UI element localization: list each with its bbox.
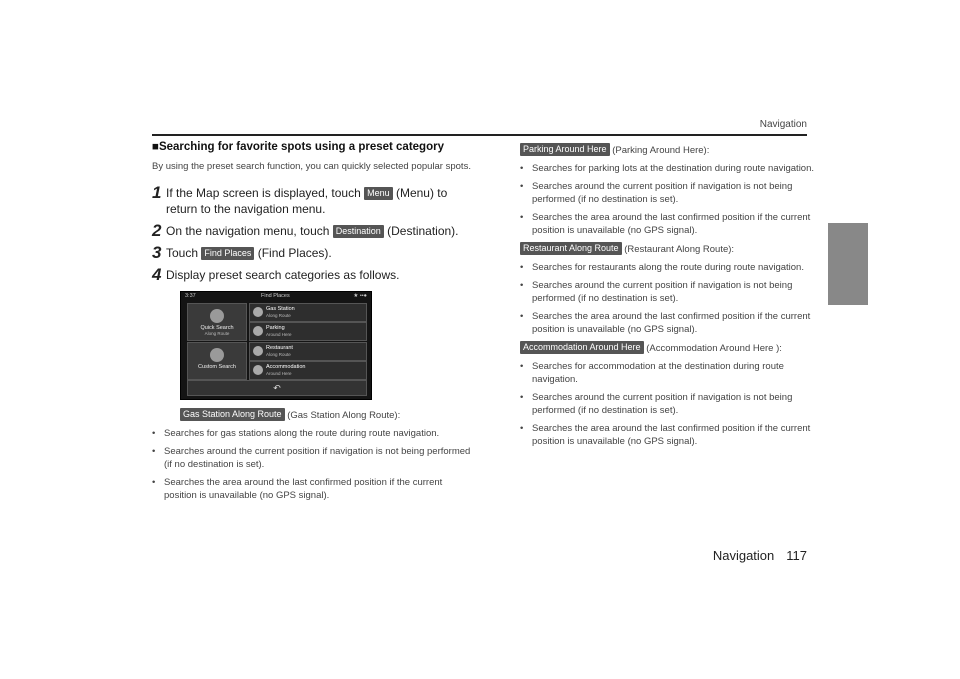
step-1 (152, 185, 472, 217)
back-icon: ↶ (187, 380, 367, 396)
list-item: • Searches the area around the last confirmed position if the current position is unavailable (no GPS signal). (520, 211, 815, 237)
page-footer (713, 548, 807, 563)
step-number: 3 (152, 243, 162, 262)
list-item: • Searches around the current position if navigation is not being performed (if no destination is set). (152, 445, 472, 471)
list-item: • Searches for gas stations along the route during route navigation. (152, 427, 472, 440)
accommodation-bullets (520, 360, 815, 448)
footer-section: Navigation (712, 548, 775, 563)
step-3 (152, 245, 472, 261)
gas-station-button-label: Gas Station Along Route (180, 408, 285, 421)
chapter-tab (828, 223, 868, 305)
step-4 (152, 267, 472, 283)
left-column (152, 141, 472, 507)
list-item: • Searches around the current position if navigation is not being performed (if no destination is set). (520, 391, 815, 417)
search-icon (210, 309, 224, 323)
custom-search-tile (187, 342, 247, 380)
list-item: • Searches for restaurants along the route during route navigation. (520, 261, 815, 274)
menu-button-label: Menu (364, 187, 393, 200)
list-item: • Searches around the current position if navigation is not being performed (if no destination is set). (520, 279, 815, 305)
category-restaurant (520, 242, 815, 255)
step-text-pre: If the Map screen is displayed, touch (166, 186, 365, 200)
section-heading: ■Searching for favorite spots using a preset category (152, 141, 444, 153)
list-item: • Searches around the current position if navigation is not being performed (if no destination is set). (520, 180, 815, 206)
list-item: • Searches for accommodation at the destination during route navigation. (520, 360, 815, 386)
step-text-pre: Touch (166, 246, 202, 260)
item-subtitle: Along Route (266, 352, 291, 357)
screen-status-bar (181, 292, 371, 301)
destination-button-label: Destination (333, 225, 384, 238)
page-number: 117 (786, 548, 807, 563)
category-label: (Accommodation Around Here ): (643, 343, 782, 354)
item-subtitle: Around Here (266, 332, 292, 337)
tile-label: Custom Search (198, 364, 236, 370)
step-number: 4 (152, 265, 162, 284)
step-text-post: (Find Places). (254, 246, 332, 260)
accommodation-icon (253, 365, 263, 375)
gas-station-bullets (152, 427, 472, 502)
parking-item (249, 322, 367, 341)
step-number: 2 (152, 221, 162, 240)
list-item: • Searches the area around the last confirmed position if the current position is unavailable (no GPS signal). (152, 476, 472, 502)
parking-button-label: Parking Around Here (520, 143, 610, 156)
accommodation-button-label: Accommodation Around Here (520, 341, 644, 354)
category-accommodation (520, 341, 815, 354)
step-text (166, 223, 459, 239)
search-icon (210, 348, 224, 362)
list-item: • Searches the area around the last confirmed position if the current position is unavailable (no GPS signal). (520, 422, 815, 448)
right-column (520, 141, 815, 453)
gas-station-item (249, 303, 367, 322)
step-text-post: (Destination). (383, 224, 459, 238)
step-text (166, 245, 332, 261)
step-text: Display preset search categories as follows. (166, 268, 400, 282)
category-parking (520, 143, 815, 156)
quick-search-tile (187, 303, 247, 341)
step-number: 1 (152, 183, 162, 202)
screen-title: Find Places (261, 293, 290, 299)
find-places-screenshot (180, 291, 372, 400)
item-title: Accommodation (266, 364, 306, 370)
screen-status-icons: ★ ••● (353, 293, 367, 299)
find-places-button-label: Find Places (201, 247, 254, 260)
category-label: (Parking Around Here): (609, 145, 710, 156)
list-item: • Searches the area around the last confirmed position if the current position is unavailable (no GPS signal). (520, 310, 815, 336)
gas-station-icon (253, 307, 263, 317)
item-title: Parking (266, 325, 285, 331)
accommodation-item (249, 361, 367, 380)
parking-bullets (520, 162, 815, 237)
header-rule (152, 134, 807, 136)
screen-time: 3:37 (185, 293, 196, 299)
item-title: Restaurant (266, 345, 293, 351)
tile-label: Quick Search (200, 325, 234, 331)
item-subtitle: Around Here (266, 371, 292, 376)
step-2 (152, 223, 472, 239)
running-header: Navigation (759, 119, 807, 130)
restaurant-icon (253, 346, 263, 356)
item-title: Gas Station (266, 306, 295, 312)
parking-icon (253, 326, 263, 336)
step-text-pre: On the navigation menu, touch (166, 224, 333, 238)
intro-text: By using the preset search function, you can quickly selected popular spots. (152, 161, 471, 172)
item-subtitle: Along Route (266, 313, 291, 318)
category-label: (Restaurant Along Route): (621, 244, 735, 255)
tile-sublabel: Along Route (204, 331, 230, 336)
restaurant-item (249, 342, 367, 361)
restaurant-button-label: Restaurant Along Route (520, 242, 622, 255)
restaurant-bullets (520, 261, 815, 336)
category-label: (Gas Station Along Route): (284, 410, 401, 421)
step-text-post: (Menu) to return to the navigation menu. (166, 186, 448, 216)
step-text (166, 185, 472, 217)
category-gas-station (180, 408, 472, 421)
list-item: • Searches for parking lots at the destination during route navigation. (520, 162, 815, 175)
